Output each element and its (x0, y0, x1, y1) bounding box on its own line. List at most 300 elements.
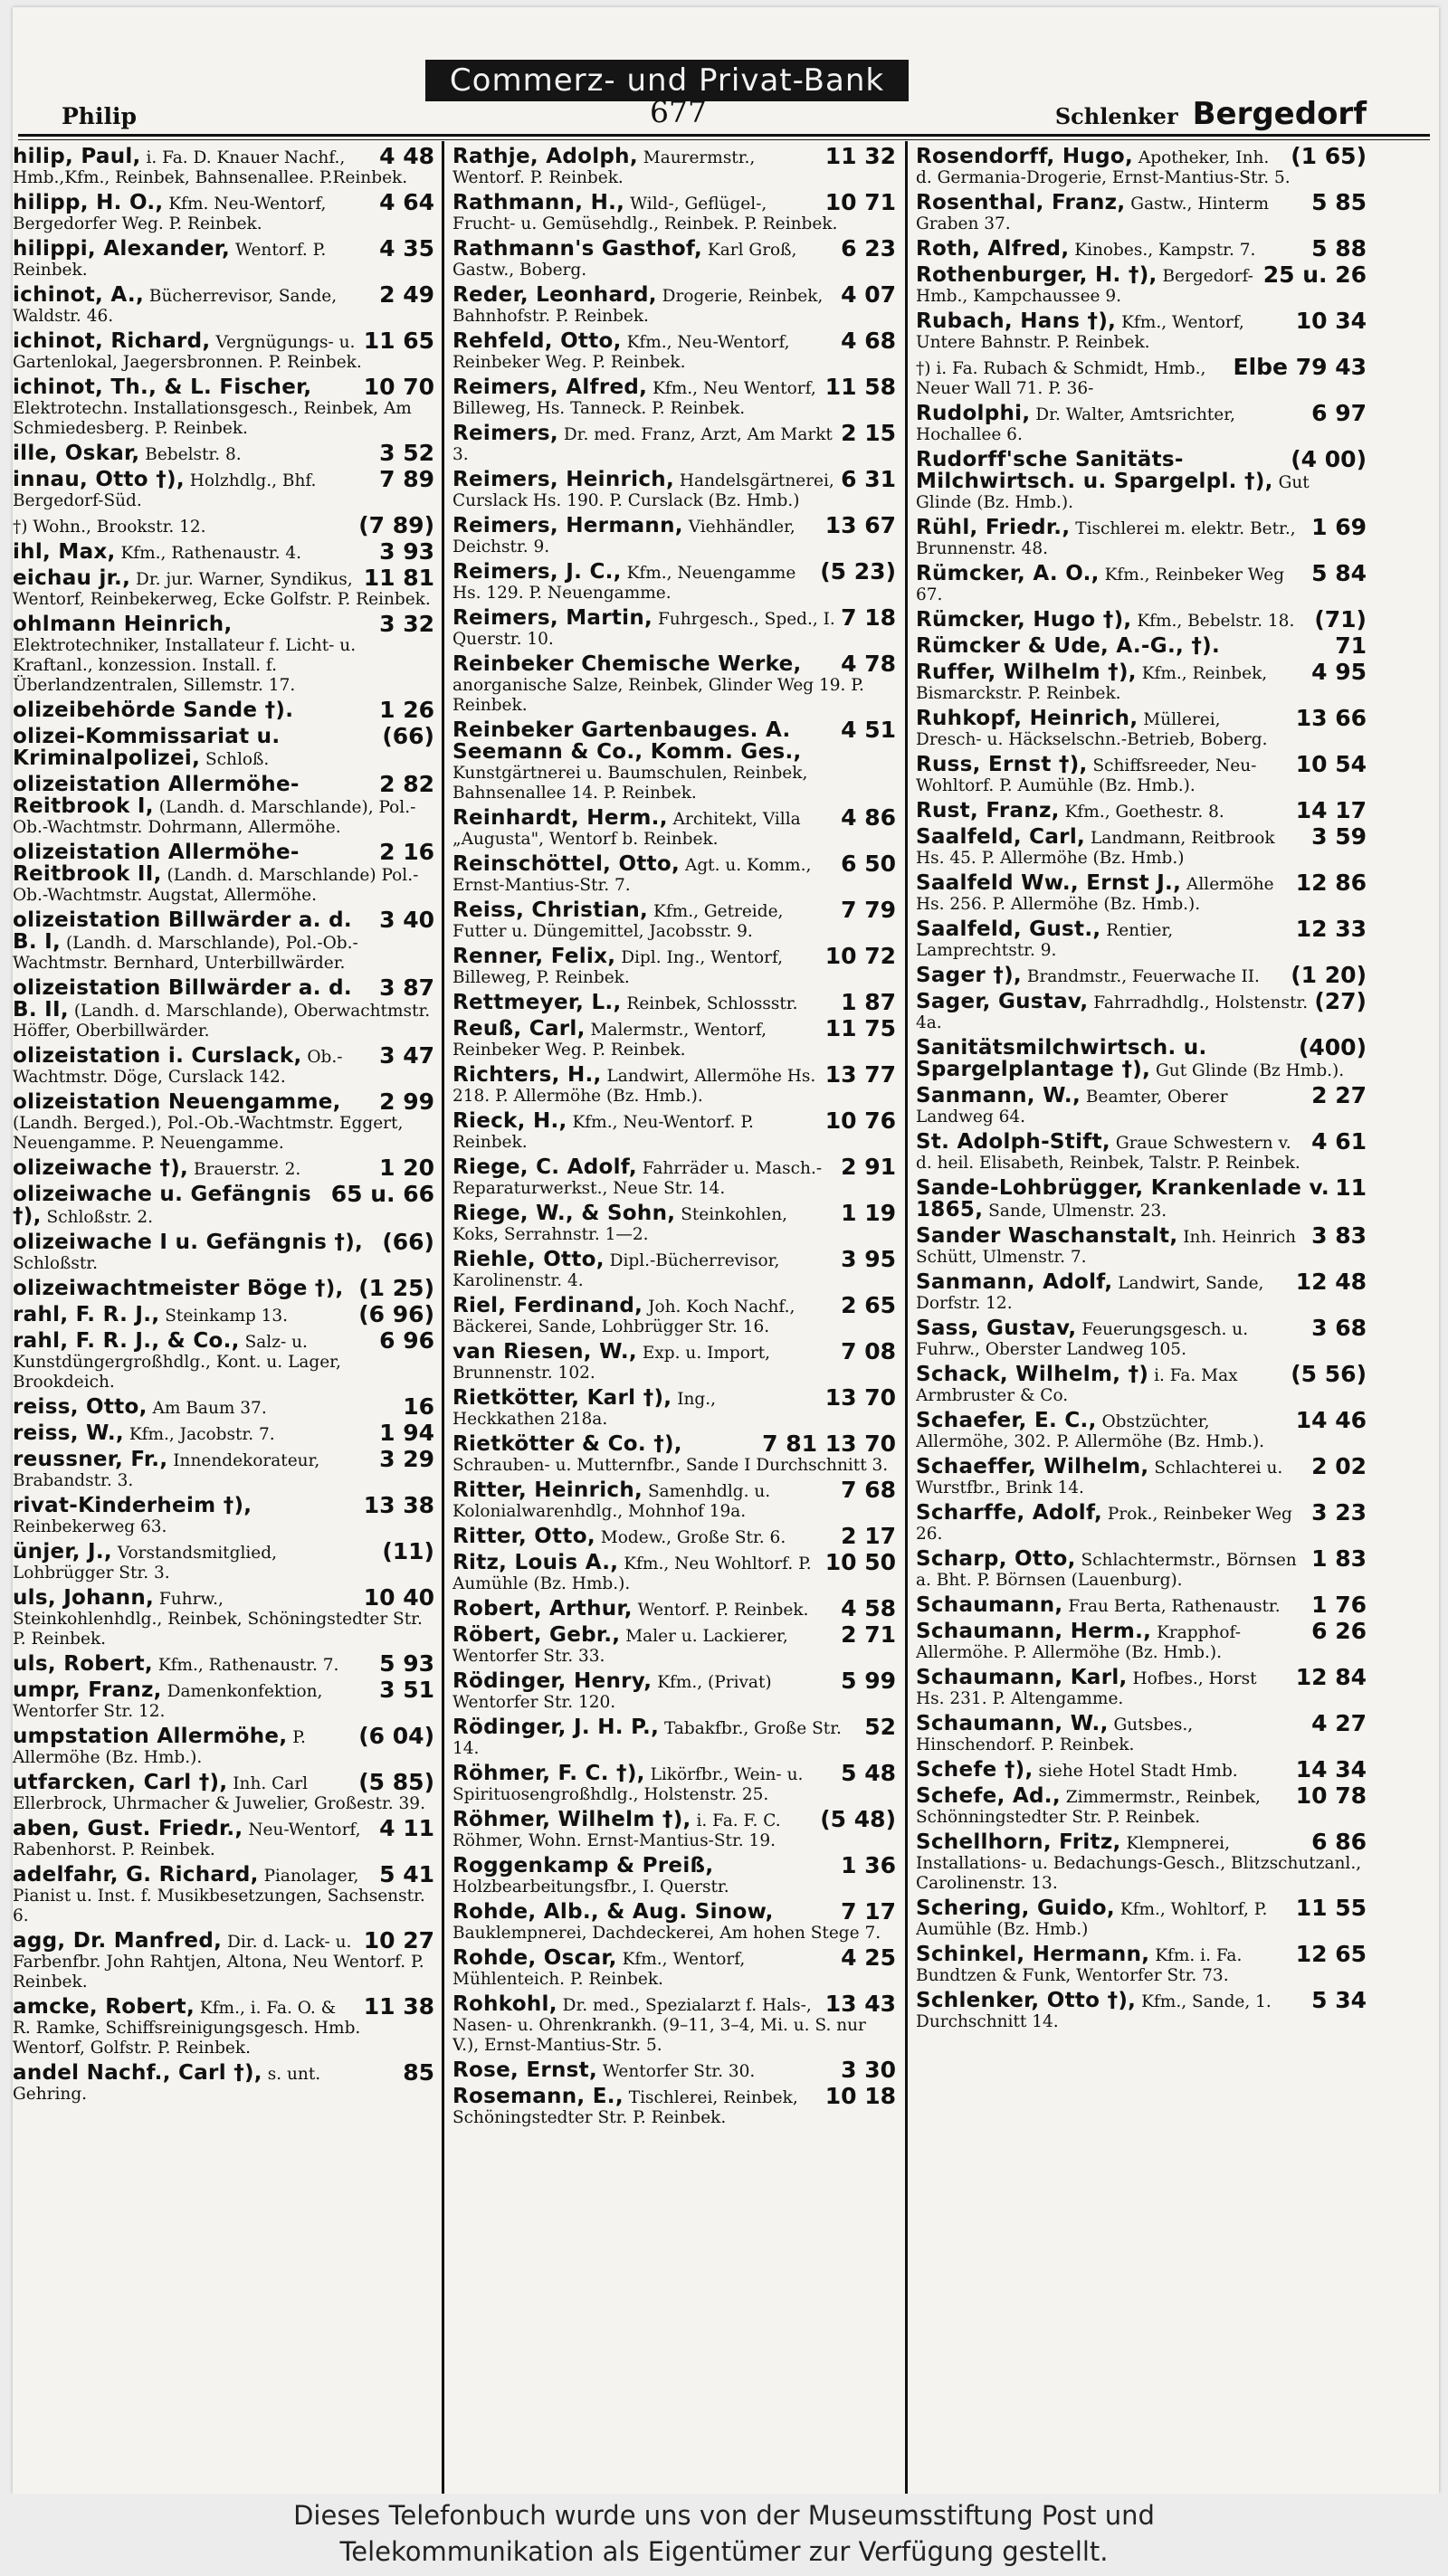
entry-details: Gut Glinde (Bz Hmb.). (1156, 1061, 1345, 1080)
entry-name: Ritter, Otto, (452, 1525, 595, 1548)
directory-entry (916, 1756, 1368, 1782)
entry-name: eichau jr., (13, 566, 131, 590)
phone-number: 3 52 (379, 440, 434, 466)
phone-number: 1 83 (1311, 1545, 1367, 1572)
entry-details: Innendekorateur, Brabandstr. 3. (13, 1451, 320, 1490)
directory-entry (916, 606, 1368, 632)
phone-number: Elbe 79 43 (1233, 354, 1367, 380)
phone-number: 2 82 (379, 771, 434, 797)
phone-number: 10 72 (824, 943, 896, 969)
entry-name: Rietkötter & Co. †), (452, 1432, 682, 1456)
directory-entry (13, 723, 436, 770)
entry-name: Riege, W., & Sohn, (452, 1202, 676, 1225)
entry-details: Elektrotechn. Installationsgesch., Reinbek, Am Schmiedesberg. P. Reinbek. (13, 399, 412, 438)
header-location: Bergedorf (1192, 96, 1367, 132)
entry-details: Elektrotechniker, Installateur f. Licht- u. Kraftanl., konzession. Install. f. Überlandzentralen, Sillemstr. 17. (13, 636, 357, 695)
phone-number: 3 47 (379, 1042, 434, 1069)
phone-number: 5 48 (841, 1760, 896, 1786)
directory-entry (916, 1034, 1368, 1081)
directory-entry (452, 189, 898, 234)
entry-name: Ruffer, Wilhelm †), (916, 661, 1137, 684)
phone-number: 10 78 (1295, 1782, 1367, 1809)
phone-number: 5 84 (1311, 560, 1367, 586)
entry-name: olizeiwache I u. Gefängnis †), (13, 1231, 364, 1254)
entry-name: agg, Dr. Manfred, (13, 1929, 223, 1953)
directory-entry (916, 1407, 1368, 1452)
entry-name: Rümcker & Ude, A.-G., †). (916, 634, 1220, 658)
directory-entry (916, 1315, 1368, 1360)
directory-entry (452, 1154, 898, 1199)
entry-details: (Landh. Berged.), Pol.-Ob.-Wachtmstr. Eggert, Neuengamme. P. Neuengamme. (13, 1114, 404, 1153)
phone-number: (7 89) (358, 512, 434, 538)
entry-name: andel Nachf., Carl †), (13, 2061, 262, 2085)
entry-name: olizeistation Billwärder a. d. B. II, (13, 976, 352, 1022)
phone-number: 4 35 (379, 235, 434, 261)
entry-name: ichinot, Th., & L. Fischer, (13, 375, 312, 399)
entry-details: Fahrräder u. Masch.-Reparaturwerkst., Neue Str. 14. (452, 1159, 823, 1198)
directory-entry (13, 1861, 436, 1926)
entry-details: Kfm., i. Fa. O. & R. Ramke, Schiffsreinigungsgesch. Hmb. Wentorf, Golfstr. P. Reinbek. (13, 1999, 361, 2058)
directory-entry (452, 420, 898, 465)
directory-entry (13, 1393, 436, 1420)
phone-number: (71) (1314, 606, 1367, 632)
phone-number: (5 85) (358, 1769, 434, 1795)
phone-number: 11 65 (363, 328, 434, 354)
entry-details: Drogerie, Reinbek, Bahnhofstr. P. Reinbek. (452, 287, 824, 326)
phone-number: 3 29 (379, 1446, 434, 1472)
entry-details: Kfm., Rathenaustr. 4. (120, 544, 302, 563)
directory-entry (13, 1993, 436, 2058)
phone-number: 3 32 (379, 611, 434, 637)
entry-name: Röbert, Gebr., (452, 1623, 621, 1647)
phone-number: 4 64 (379, 189, 434, 215)
phone-number: 5 88 (1311, 235, 1367, 261)
directory-entry (452, 1549, 898, 1594)
entry-name: Rosendorff, Hugo, (916, 147, 1134, 168)
entry-name: Richters, H., (452, 1063, 602, 1087)
directory-entry (452, 281, 898, 327)
entry-details: Kfm., Rathenaustr. 7. (157, 1656, 339, 1675)
entry-details: Wild-, Geflügel-, Frucht- u. Gemüsehdlg., Reinbek. P. Reinbek. (452, 195, 838, 233)
phone-number: 4 68 (841, 328, 896, 354)
entry-details: Gastw., Hinterm Graben 37. (916, 195, 1270, 233)
entry-name: Rothenburger, H. †), (916, 263, 1157, 287)
entry-details: Kfm., Bebelstr. 18. (1137, 612, 1295, 631)
entry-name: Rohkohl, (452, 1992, 557, 2016)
phone-number: 3 93 (379, 538, 434, 565)
phone-number: 3 83 (1311, 1222, 1367, 1249)
entry-name: van Riesen, W., (452, 1340, 637, 1364)
entry-details: Schloßstr. 2. (46, 1208, 154, 1227)
entry-name: Reimers, Heinrich, (452, 468, 675, 491)
phone-number: 4 95 (1311, 659, 1367, 685)
directory-entry (916, 1499, 1368, 1545)
directory-entry (13, 1301, 436, 1327)
directory-entry (13, 1723, 436, 1768)
entry-name: Saalfeld Ww., Ernst J., (916, 871, 1182, 895)
entry-name: olizeistation Allermöhe-Reitbrook II, (13, 841, 300, 886)
entry-details: Kfm., Jacobstr. 7. (129, 1425, 275, 1444)
entry-details: Maler u. Lackierer, Wentorfer Str. 33. (452, 1627, 788, 1666)
phone-number: 5 34 (1311, 1987, 1367, 2013)
entry-details: Gutsbes., Hinschendorf. P. Reinbek. (916, 1716, 1194, 1754)
entry-details: Apotheker, Inh. d. Germania-Drogerie, Ernst-Mantius-Str. 5. (916, 148, 1291, 187)
directory-entry (13, 1181, 436, 1228)
entry-details: Rentier, Lamprechtstr. 9. (916, 921, 1174, 960)
entry-name: Schack, Wilhelm, †) (916, 1363, 1149, 1386)
entry-name: Rust, Franz, (916, 799, 1060, 822)
phone-number: 25 u. 26 (1262, 261, 1367, 288)
directory-entry (916, 1782, 1368, 1828)
entry-details: Exp. u. Import, Brunnenstr. 102. (452, 1344, 771, 1383)
phone-number: 7 18 (841, 604, 896, 631)
directory-entry (916, 1895, 1368, 1940)
directory-entry (916, 962, 1368, 988)
phone-number: (400) (1298, 1034, 1367, 1060)
entry-details: Kinobes., Kampstr. 7. (1074, 241, 1256, 260)
entry-name: olizeistation Allermöhe-Reitbrook I, (13, 773, 300, 818)
column-divider (905, 141, 908, 2545)
directory-entry (452, 717, 898, 803)
entry-details: Brandmstr., Feuerwache II. (1026, 967, 1260, 986)
entry-name: Robert, Arthur, (452, 1597, 633, 1621)
entry-name: Russ, Ernst †), (916, 753, 1088, 776)
phone-number: 2 15 (841, 420, 896, 446)
directory-entry (452, 328, 898, 373)
phone-number: (66) (382, 723, 434, 749)
entry-name: Ruhkopf, Heinrich, (916, 707, 1138, 730)
entry-name: Sager, Gustav, (916, 990, 1089, 1013)
entry-name: Sande-Lohbrügger, Krankenlade v. 1865, (916, 1176, 1329, 1221)
entry-details: Kfm. i. Fa. Bundtzen & Funk, Wentorfer Str. 73. (916, 1946, 1243, 1985)
entry-name: Schaumann, Karl, (916, 1666, 1128, 1689)
phone-number: 16 (403, 1393, 434, 1420)
entry-details: Bergedorf-Hmb., Kampchaussee 9. (916, 267, 1253, 306)
directory-entry (452, 466, 898, 511)
entry-details: i. Fa. F. C. Röhmer, Wohn. Ernst-Mantius-Str. 19. (452, 1811, 781, 1850)
entry-name: utfarcken, Carl †), (13, 1771, 228, 1794)
entry-details: Zimmermstr., Reinbek, Schönningstedter Str. P. Reinbek. (916, 1788, 1261, 1827)
entry-name: Reimers, Martin, (452, 606, 653, 630)
directory-entry (13, 1650, 436, 1677)
entry-name: Schering, Guido, (916, 1896, 1115, 1920)
header-first-entry: Philip (62, 103, 137, 129)
entry-name: Rödinger, Henry, (452, 1669, 653, 1693)
entry-details: Landmann, Reitbrook Hs. 45. P. Allermöhe (Bz. Hmb.) (916, 829, 1275, 868)
directory-entry (13, 1584, 436, 1649)
directory-entry (916, 400, 1368, 445)
directory-entry (916, 823, 1368, 869)
phone-number: 4 61 (1311, 1128, 1367, 1155)
entry-details: Obstzüchter, Allermöhe, 302. P. Allermöhe (Bz. Hmb.). (916, 1412, 1265, 1451)
entry-name: Rudorff'sche Sanitäts-Milchwirtsch. u. Spargelpl. †), (916, 448, 1273, 493)
directory-entry (13, 1538, 436, 1583)
entry-name: olizeiwachtmeister Böge †), (13, 1277, 344, 1300)
column-divider (442, 141, 444, 2545)
entry-details: Pianolager, Pianist u. Inst. f. Musikbesetzungen, Sachsenstr. 6. (13, 1867, 425, 1925)
entry-name: olizeibehörde Sande †). (13, 699, 294, 722)
directory-entry (452, 1200, 898, 1245)
entry-name: olizeistation Neuengamme, (13, 1090, 341, 1114)
entry-name: rahl, F. R. J., (13, 1303, 160, 1326)
directory-entry (452, 1338, 898, 1383)
entry-details: Fahrradhdlg., Holstenstr. 4a. (916, 993, 1309, 1032)
directory-entry (13, 1677, 436, 1722)
directory-entry (452, 1852, 898, 1897)
entry-details: Neu-Wentorf, Rabenhorst. P. Reinbek. (13, 1820, 361, 1859)
entry-name: rahl, F. R. J., & Co., (13, 1329, 240, 1353)
entry-details: Salz- u. Kunstdüngergroßhdlg., Kont. u. Lager, Brookdeich. (13, 1333, 341, 1392)
entry-details: Feuerungsgesch. u. Fuhrw., Oberster Landweg 105. (916, 1320, 1249, 1359)
entry-name: olizeiwache †), (13, 1156, 189, 1180)
entry-details: Karl Groß, Gastw., Boberg. (452, 241, 797, 280)
entry-name: uls, Robert, (13, 1652, 153, 1676)
phone-number: 3 30 (841, 2057, 896, 2083)
phone-number: 2 27 (1311, 1082, 1367, 1108)
phone-number: 1 94 (379, 1420, 434, 1446)
entry-name: adelfahr, G. Richard, (13, 1863, 259, 1887)
directory-entry (452, 1595, 898, 1621)
entry-details: Agt. u. Komm., Ernst-Mantius-Str. 7. (452, 856, 812, 895)
entry-name: hilippi, Alexander, (13, 237, 231, 261)
directory-entry (916, 1269, 1368, 1314)
entry-details: Maurermstr., Wentorf. P. Reinbek. (452, 148, 756, 187)
phone-number: 6 31 (841, 466, 896, 492)
entry-name: Schaefer, E. C., (916, 1409, 1097, 1432)
entry-details: Graue Schwestern v. d. heil. Elisabeth, Reinbek, Talstr. P. Reinbek. (916, 1134, 1300, 1173)
directory-entry (452, 1246, 898, 1291)
entry-name: Rieck, H., (452, 1109, 567, 1133)
entry-details: Ob.-Wachtmstr. Döge, Curslack 142. (13, 1048, 343, 1087)
phone-number: (66) (382, 1229, 434, 1255)
phone-number: (5 48) (820, 1806, 896, 1832)
entry-details: Samenhdlg. u. Kolonialwarenhdlg., Mohnhof 19a. (452, 1482, 771, 1521)
phone-number: 85 (403, 2059, 434, 2086)
directory-entry (452, 512, 898, 557)
entry-name: Sass, Gustav, (916, 1317, 1077, 1340)
phone-number: 14 46 (1295, 1407, 1367, 1433)
directory-entry (452, 897, 898, 942)
directory-entry (916, 1082, 1368, 1127)
phone-number: 7 79 (841, 897, 896, 923)
header-last-entry: Schlenker (1054, 103, 1178, 129)
entry-name: olizeistation Billwärder a. d. B. I, (13, 908, 352, 954)
directory-entry (13, 611, 436, 696)
directory-entry (13, 538, 436, 565)
directory-entry (452, 1384, 898, 1430)
entry-details: Landwirt, Allermöhe Hs. 218. P. Allermöhe (Bz. Hmb.). (452, 1067, 816, 1106)
page-number: 677 (650, 94, 707, 129)
entry-name: Reimers, J. C., (452, 560, 622, 584)
entry-details: Dr. med. Franz, Arzt, Am Markt 3. (452, 425, 833, 464)
phone-number: 4 27 (1311, 1710, 1367, 1736)
entry-details: Wentorf. P. Reinbek. (637, 1601, 809, 1620)
entry-name: Roth, Alfred, (916, 237, 1070, 261)
entry-details: Dr. med., Spezialarzt f. Hals-, Nasen- u. Ohrenkrankh. (9–11, 3–4, Mi. u. S. nur V.), Ernst-Mantius-Str. 5. (452, 1996, 866, 2055)
entry-details: Wentorfer Str. 30. (602, 2062, 756, 2081)
entry-details: Modew., Große Str. 6. (600, 1528, 786, 1547)
entry-details: Steinkamp 13. (165, 1307, 289, 1326)
phone-number: 14 17 (1295, 797, 1367, 823)
directory-entry (916, 1128, 1368, 1174)
directory-entry (13, 697, 436, 723)
entry-name: Reinbeker Chemische Werke, (452, 652, 802, 676)
directory-entry (916, 797, 1368, 823)
entry-name: Rettmeyer, L., (452, 991, 622, 1014)
entry-details: Malermstr., Wentorf, Reinbeker Weg. P. Reinbek. (452, 1021, 767, 1060)
header-right (1055, 96, 1367, 132)
phone-number: 2 65 (841, 1292, 896, 1318)
entry-details: Kfm., Neu Wentorf, Billeweg, Hs. Tanneck. P. Reinbek. (452, 379, 816, 418)
directory-entry (916, 147, 1368, 188)
phone-number: (27) (1314, 988, 1367, 1014)
entry-name: Schellhorn, Fritz, (916, 1830, 1121, 1854)
directory-entry (452, 1898, 898, 1944)
entry-details: †) i. Fa. Rubach & Schmidt, Hmb., Neuer Wall 71. P. 36- (916, 359, 1206, 398)
entry-name: Renner, Felix, (452, 945, 616, 968)
phone-number: 6 96 (379, 1327, 434, 1354)
phone-number: 2 17 (841, 1523, 896, 1549)
bank-banner: Commerz- und Privat-Bank (425, 60, 909, 101)
phone-number: 2 49 (379, 281, 434, 308)
entry-details: siehe Hotel Stadt Hmb. (1038, 1762, 1238, 1781)
entry-details: Kfm., Sande, 1. Durchschnitt 14. (916, 1992, 1272, 2031)
entry-name: Rathmann's Gasthof, (452, 237, 703, 261)
directory-entry (452, 1523, 898, 1549)
directory-entry (916, 1592, 1368, 1618)
entry-details: Tischlerei, Reinbek, Schöningstedter Str. P. Reinbek. (452, 2088, 798, 2127)
entry-details: Landwirt, Sande, Dorfstr. 12. (916, 1274, 1264, 1313)
phone-number: 4 58 (841, 1595, 896, 1621)
directory-entry (13, 907, 436, 974)
phone-number: 13 43 (824, 1991, 896, 2017)
phone-number: 2 02 (1311, 1453, 1367, 1479)
entry-name: uls, Johann, (13, 1586, 155, 1610)
entry-name: ille, Oskar, (13, 442, 140, 465)
phone-number: 7 89 (379, 466, 434, 492)
entry-name: Reuß, Carl, (452, 1017, 586, 1041)
entry-name: Roggenkamp & Preiß, (452, 1854, 714, 1877)
entry-name: Scharffe, Adolf, (916, 1501, 1103, 1525)
phone-number: 10 54 (1295, 751, 1367, 777)
entry-details: Klempnerei, Installations- u. Bedachungs-Gesch., Blitzschutzanl., Carolinenstr. 13. (916, 1834, 1362, 1893)
phone-number: 11 (1335, 1174, 1367, 1201)
directory-entry (452, 1806, 898, 1851)
phone-number: 4 07 (841, 281, 896, 308)
entry-details: (Landh. d. Marschlande) Pol.-Ob.-Wachtmstr. Augstat, Allermöhe. (13, 866, 419, 905)
directory-entry (13, 1229, 436, 1274)
phone-number: 1 69 (1311, 514, 1367, 540)
directory-entry (13, 374, 436, 439)
phone-number: 3 51 (379, 1677, 434, 1703)
entry-name: Riehle, Otto, (452, 1248, 605, 1271)
entry-details: Kunstgärtnerei u. Baumschulen, Reinbek, Bahnsenallee 14. P. Reinbek. (452, 764, 808, 803)
entry-details: Kfm., Wentorf, Untere Bahnstr. P. Reinbek. (916, 313, 1244, 352)
entry-details: Fuhrw., Steinkohlenhdlg., Reinbek, Schöningstedter Str. P. Reinbek. (13, 1590, 423, 1649)
phone-number: 6 86 (1311, 1829, 1367, 1855)
directory-entry (13, 974, 436, 1041)
entry-details: Likörfbr., Wein- u. Spirituosengroßhdlg., Holstenstr. 25. (452, 1765, 804, 1804)
entry-name: Röhmer, F. C. †), (452, 1762, 645, 1785)
phone-number: 10 50 (824, 1549, 896, 1575)
phone-number: 10 18 (824, 2083, 896, 2109)
phone-number: 10 71 (824, 189, 896, 215)
phone-number: (1 20) (1291, 962, 1367, 988)
entry-name: Riege, C. Adolf, (452, 1155, 637, 1179)
directory-entry (13, 1275, 436, 1301)
phone-number: (6 96) (358, 1301, 434, 1327)
directory-entry (916, 261, 1368, 307)
directory-entry (452, 1621, 898, 1667)
entry-details: Bebelstr. 8. (145, 445, 242, 464)
entry-details: Holzhdlg., Bhf. Bergedorf-Süd. (13, 471, 317, 510)
phone-number: 12 48 (1295, 1269, 1367, 1295)
directory-entry (452, 989, 898, 1015)
entry-details: Sande, Ulmenstr. 23. (988, 1202, 1167, 1221)
phone-number: 7 17 (841, 1898, 896, 1925)
entry-details: Gut Glinde (Bz. Hmb.). (916, 473, 1310, 512)
phone-number: 13 70 (824, 1384, 896, 1411)
directory-entry (452, 1292, 898, 1337)
entry-details: Dipl.-Bücherrevisor, Karolinenstr. 4. (452, 1251, 780, 1290)
directory-entry (916, 1361, 1368, 1406)
entry-name: olizeistation i. Curslack, (13, 1044, 302, 1068)
entry-details: anorganische Salze, Reinbek, Glinder Weg 19. P. Reinbek. (452, 676, 864, 715)
directory-entry (13, 328, 436, 373)
entry-name: Sager †), (916, 964, 1022, 987)
phone-number: 11 32 (824, 147, 896, 169)
entry-name: Sanmann, W., (916, 1084, 1081, 1107)
entry-name: Scharp, Otto, (916, 1547, 1076, 1571)
entry-details: Kfm., Wentorf, Mühlenteich. P. Reinbek. (452, 1950, 746, 1989)
directory-entry (13, 440, 436, 466)
entry-name: Ritter, Heinrich, (452, 1478, 643, 1502)
entry-details: Fuhrgesch., Sped., I. Querstr. 10. (452, 610, 835, 649)
entry-name: Schinkel, Hermann, (916, 1943, 1150, 1966)
entry-name: Schaumann, Herm., (916, 1620, 1152, 1643)
phone-number: 52 (864, 1714, 896, 1740)
directory-entry (452, 604, 898, 650)
directory-entry (452, 651, 898, 716)
entry-details: Reinbekerweg 63. (13, 1517, 167, 1536)
entry-name: Saalfeld, Gust., (916, 917, 1101, 941)
directory-entry (916, 1829, 1368, 1894)
directory-entry (13, 565, 436, 610)
entry-name: Rehfeld, Otto, (452, 329, 622, 353)
entry-details: Kfm. Neu-Wentorf, Bergedorfer Weg. P. Reinbek. (13, 195, 327, 233)
phone-number: 1 36 (841, 1852, 896, 1878)
phone-number: 3 87 (379, 974, 434, 1001)
phone-number: 5 41 (379, 1861, 434, 1887)
entry-name: reiss, W., (13, 1421, 124, 1445)
entry-details: Dr. Walter, Amtsrichter, Hochallee 6. (916, 405, 1235, 444)
entry-name: ünjer, J., (13, 1540, 112, 1564)
entry-name: Rohde, Oscar, (452, 1946, 617, 1970)
column-2 (452, 147, 898, 2463)
directory-entry (916, 659, 1368, 704)
entry-details: Dipl. Ing., Wentorf, Billeweg, P. Reinbek. (452, 948, 784, 987)
directory-entry (916, 1664, 1368, 1709)
directory-entry (916, 1453, 1368, 1498)
directory-entry (916, 1222, 1368, 1268)
phone-number: 13 38 (363, 1492, 434, 1518)
entry-name: Schefe, Ad., (916, 1784, 1061, 1808)
phone-number: (5 23) (820, 558, 896, 585)
entry-name: hilip, Paul, (13, 147, 141, 168)
phone-number: 13 66 (1295, 705, 1367, 731)
header-rule-thin (18, 139, 1430, 140)
directory-entry (916, 560, 1368, 605)
